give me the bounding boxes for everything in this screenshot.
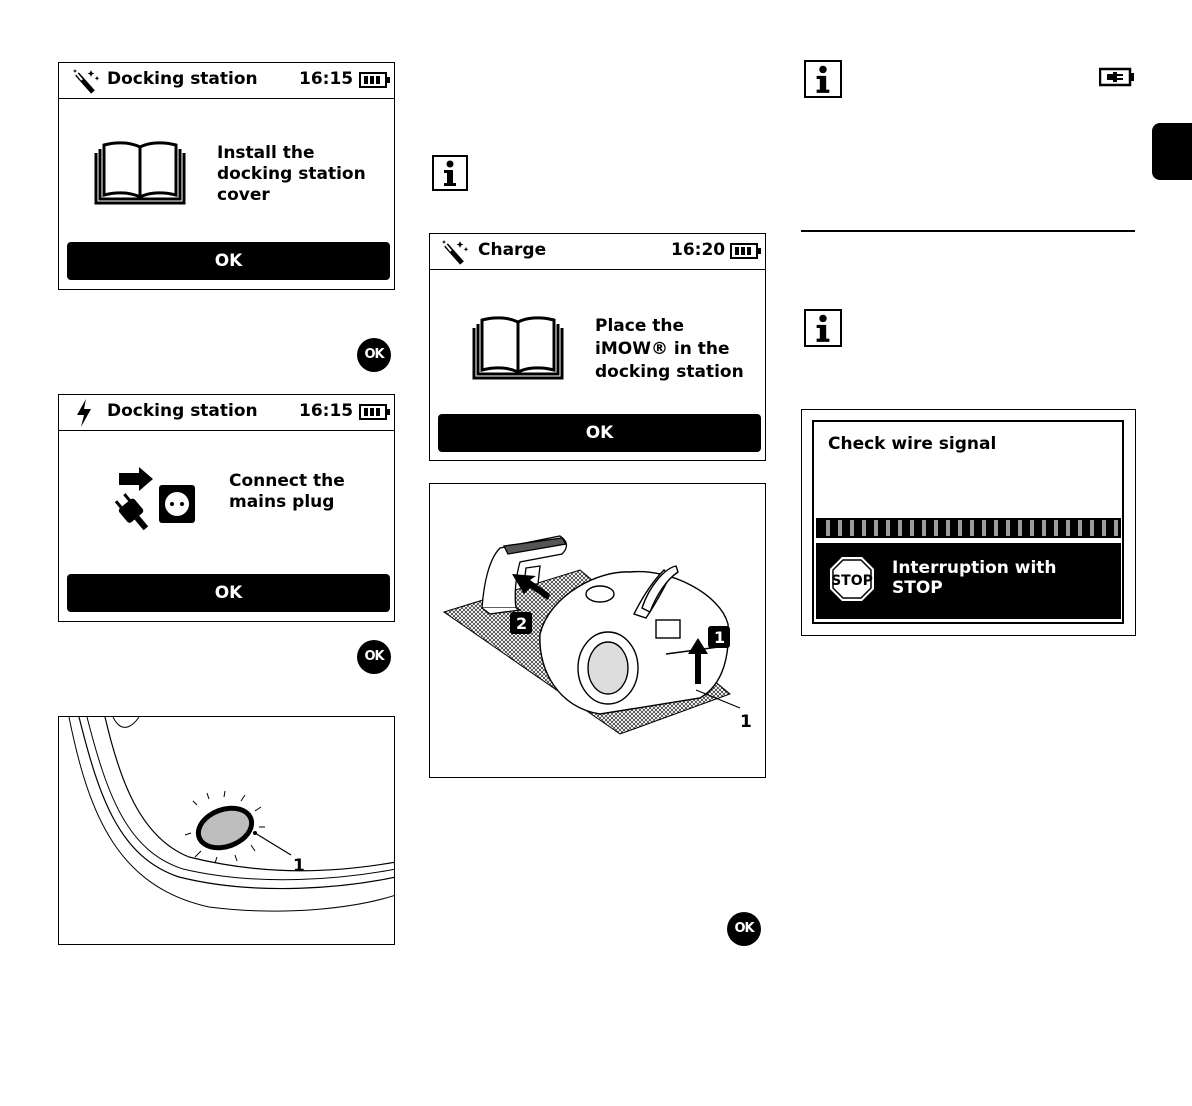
battery-plug-icon [1099, 67, 1135, 87]
progress-fill [818, 520, 1119, 536]
callout-label: 1 [714, 628, 726, 647]
callout-label: 2 [516, 614, 528, 633]
info-icon [432, 155, 468, 191]
screen-title: Docking station [107, 401, 258, 421]
mower-docking-figure [429, 483, 766, 778]
ok-bar[interactable]: OK [67, 574, 390, 612]
clock: 16:15 [299, 401, 354, 421]
clock: 16:20 [671, 240, 726, 260]
mains-plug-socket-icon [109, 467, 199, 537]
manual-book-icon [94, 141, 186, 205]
battery-icon [359, 404, 387, 420]
info-icon [804, 309, 842, 347]
screen-inner-frame [812, 420, 1124, 624]
display-screen-connect-plug [58, 394, 395, 622]
ok-button[interactable]: OK [357, 640, 391, 674]
screen-header [59, 395, 394, 431]
screen-message: Connect the mains plug [229, 471, 345, 512]
led-closeup-drawing [59, 717, 395, 945]
callout-badge-2 [510, 612, 532, 634]
screen-title: Check wire signal [828, 434, 997, 454]
battery-icon [359, 72, 387, 88]
screen-title: Charge [478, 240, 547, 260]
display-screen-install-cover [58, 62, 395, 290]
screen-header [430, 234, 765, 270]
stop-sign-icon [828, 555, 876, 603]
stop-message: Interruption with STOP [892, 558, 1057, 598]
wand-icon [71, 68, 99, 94]
display-screen-charge [429, 233, 766, 461]
stop-sign-label: STOP [831, 573, 873, 589]
stop-info-panel [816, 543, 1121, 619]
ok-button[interactable]: OK [727, 912, 761, 946]
mower-docking-drawing [430, 484, 766, 778]
progress-bar [816, 518, 1121, 538]
lightning-icon [75, 399, 93, 427]
display-screen-wire-signal [801, 409, 1136, 636]
screen-message: Install the docking station cover [217, 143, 366, 205]
led-closeup-figure [58, 716, 395, 945]
clock: 16:15 [299, 69, 354, 89]
ok-bar[interactable]: OK [438, 414, 761, 452]
callout-label: 1 [740, 712, 752, 732]
ok-bar[interactable]: OK [67, 242, 390, 280]
manual-book-icon [472, 316, 564, 380]
battery-icon [730, 243, 758, 259]
screen-title: Docking station [107, 69, 258, 89]
wand-icon [440, 239, 468, 265]
callout-badge-1 [708, 626, 730, 648]
screen-header [59, 63, 394, 99]
info-icon [804, 60, 842, 98]
chapter-tab [1152, 123, 1192, 180]
ok-button[interactable]: OK [357, 338, 391, 372]
section-divider [801, 230, 1135, 232]
screen-message: Place the iMOW® in the docking station [595, 316, 744, 382]
callout-label: 1 [293, 856, 305, 876]
led-button-icon [185, 791, 265, 863]
